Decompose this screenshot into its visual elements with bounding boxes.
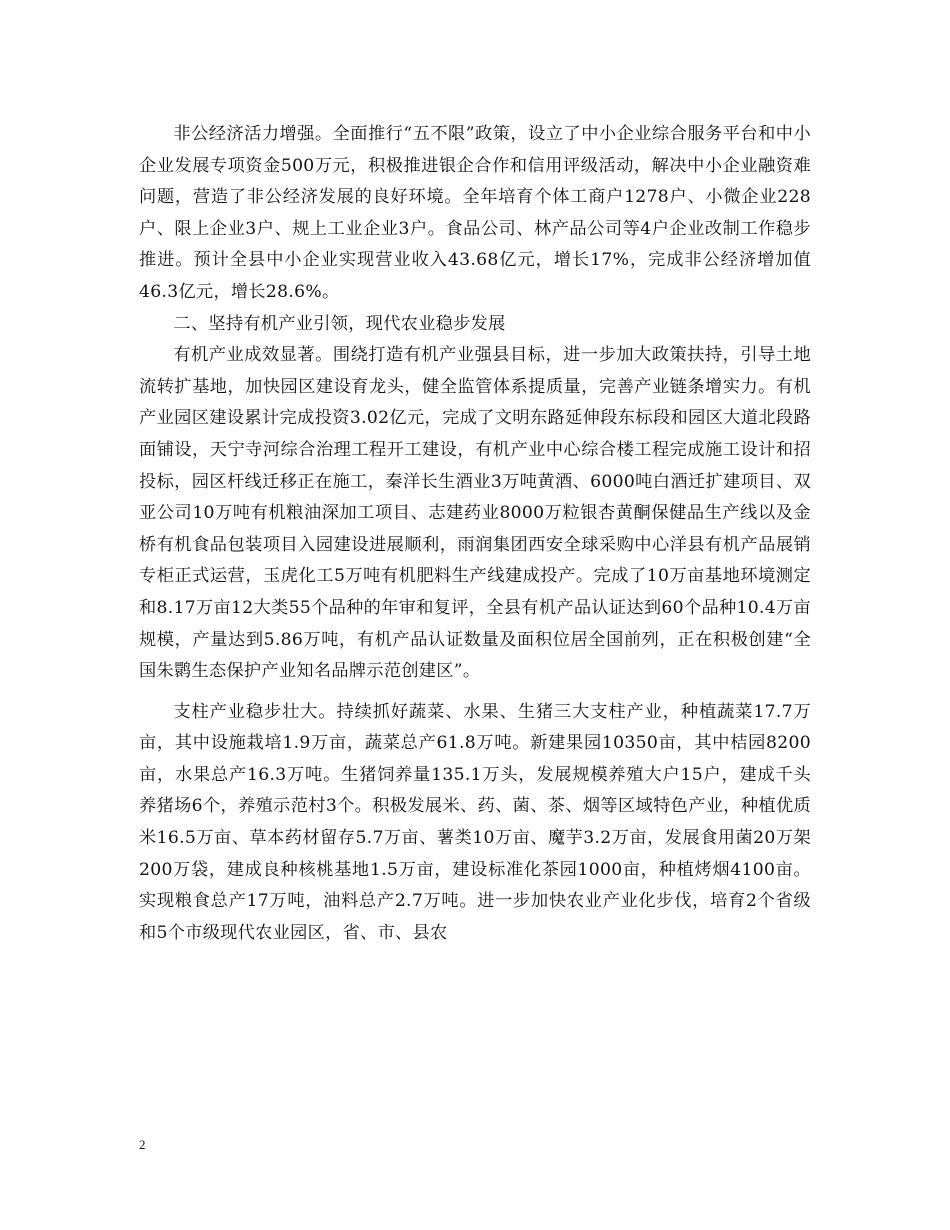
paragraph-organic-industry: 有机产业成效显著。围绕打造有机产业强县目标，进一步加大政策扶持，引导土地流转扩基地，加快园区建设育龙头，健全监管体系提质量，完善产业链条增实力。有机产业园区建设累计完成投资3.02亿元，完成了文明东路延伸段东标段和园区大道北段路面铺设，天宁寺河综合治理工程开工建设，有机产业中心综合楼工程完成施工设计和招投标，园区杆线迁移正在施工，秦洋长生酒业3万吨黄酒、6000吨白酒迁扩建项目、双亚公司10万吨有机粮油深加工项目、志建药业8000万粒银杏黄酮保健品生产线以及金桥有机食品包装项目入园建设进展顺利，雨润集团西安全球采购中心洋县有机产品展销专柜正式运营，玉虎化工5万吨有机肥料生产线建成投产。完成了10万亩基地环境测定和8.17万亩12大类55个品种的年审和复评，全县有机产品认证达到60个品种10.4万亩规模，产量达到5.86万吨，有机产品认证数量及面积位居全国前列，正在积极创建“全国朱鹮生态保护产业知名品牌示范创建区”。 <box>139 345 811 682</box>
paragraph-non-public-economy: 非公经济活力增强。全面推行“五不限”政策，设立了中小企业综合服务平台和中小企业发展专项资金500万元，积极推进银企合作和信用评级活动，解决中小企业融资难问题，营造了非公经济发展的良好环境。全年培育个体工商户1278户、小微企业228户、限上企业3户、规上工业企业3户。食品公司、林产品公司等4户企业改制工作稳步推进。预计全县中小企业实现营业收入43.68亿元，增长17%，完成非公经济增加值46.3亿元，增长28.6%。 <box>139 124 811 302</box>
paragraph-pillar-industry: 支柱产业稳步壮大。持续抓好蔬菜、水果、生猪三大支柱产业，种植蔬菜17.7万亩，其中设施栽培1.9万亩，蔬菜总产61.8万吨。新建果园10350亩，其中桔园8200亩，水果总产16.3万吨。生猪饲养量135.1万头，发展规模养殖大户15户，建成千头养猪场6个，养殖示范村3个。积极发展米、药、菌、茶、烟等区域特色产业，种植优质米16.5万亩、草本药材留存5.7万亩、薯类10万亩、魔芋3.2万亩，发展食用菌20万架200万袋，建成良种核桃基地1.5万亩，建设标准化茶园1000亩，种植烤烟4100亩。实现粮食总产17万吨，油料总产2.7万吨。进一步加快农业产业化步伐，培育2个省级和5个市级现代农业园区，省、市、县农 <box>139 701 811 943</box>
section-heading-organic-industry: 二、坚持有机产业引领，现代农业稳步发展 <box>173 313 506 334</box>
page-number: 2 <box>139 1137 146 1152</box>
document-body <box>139 119 811 949</box>
